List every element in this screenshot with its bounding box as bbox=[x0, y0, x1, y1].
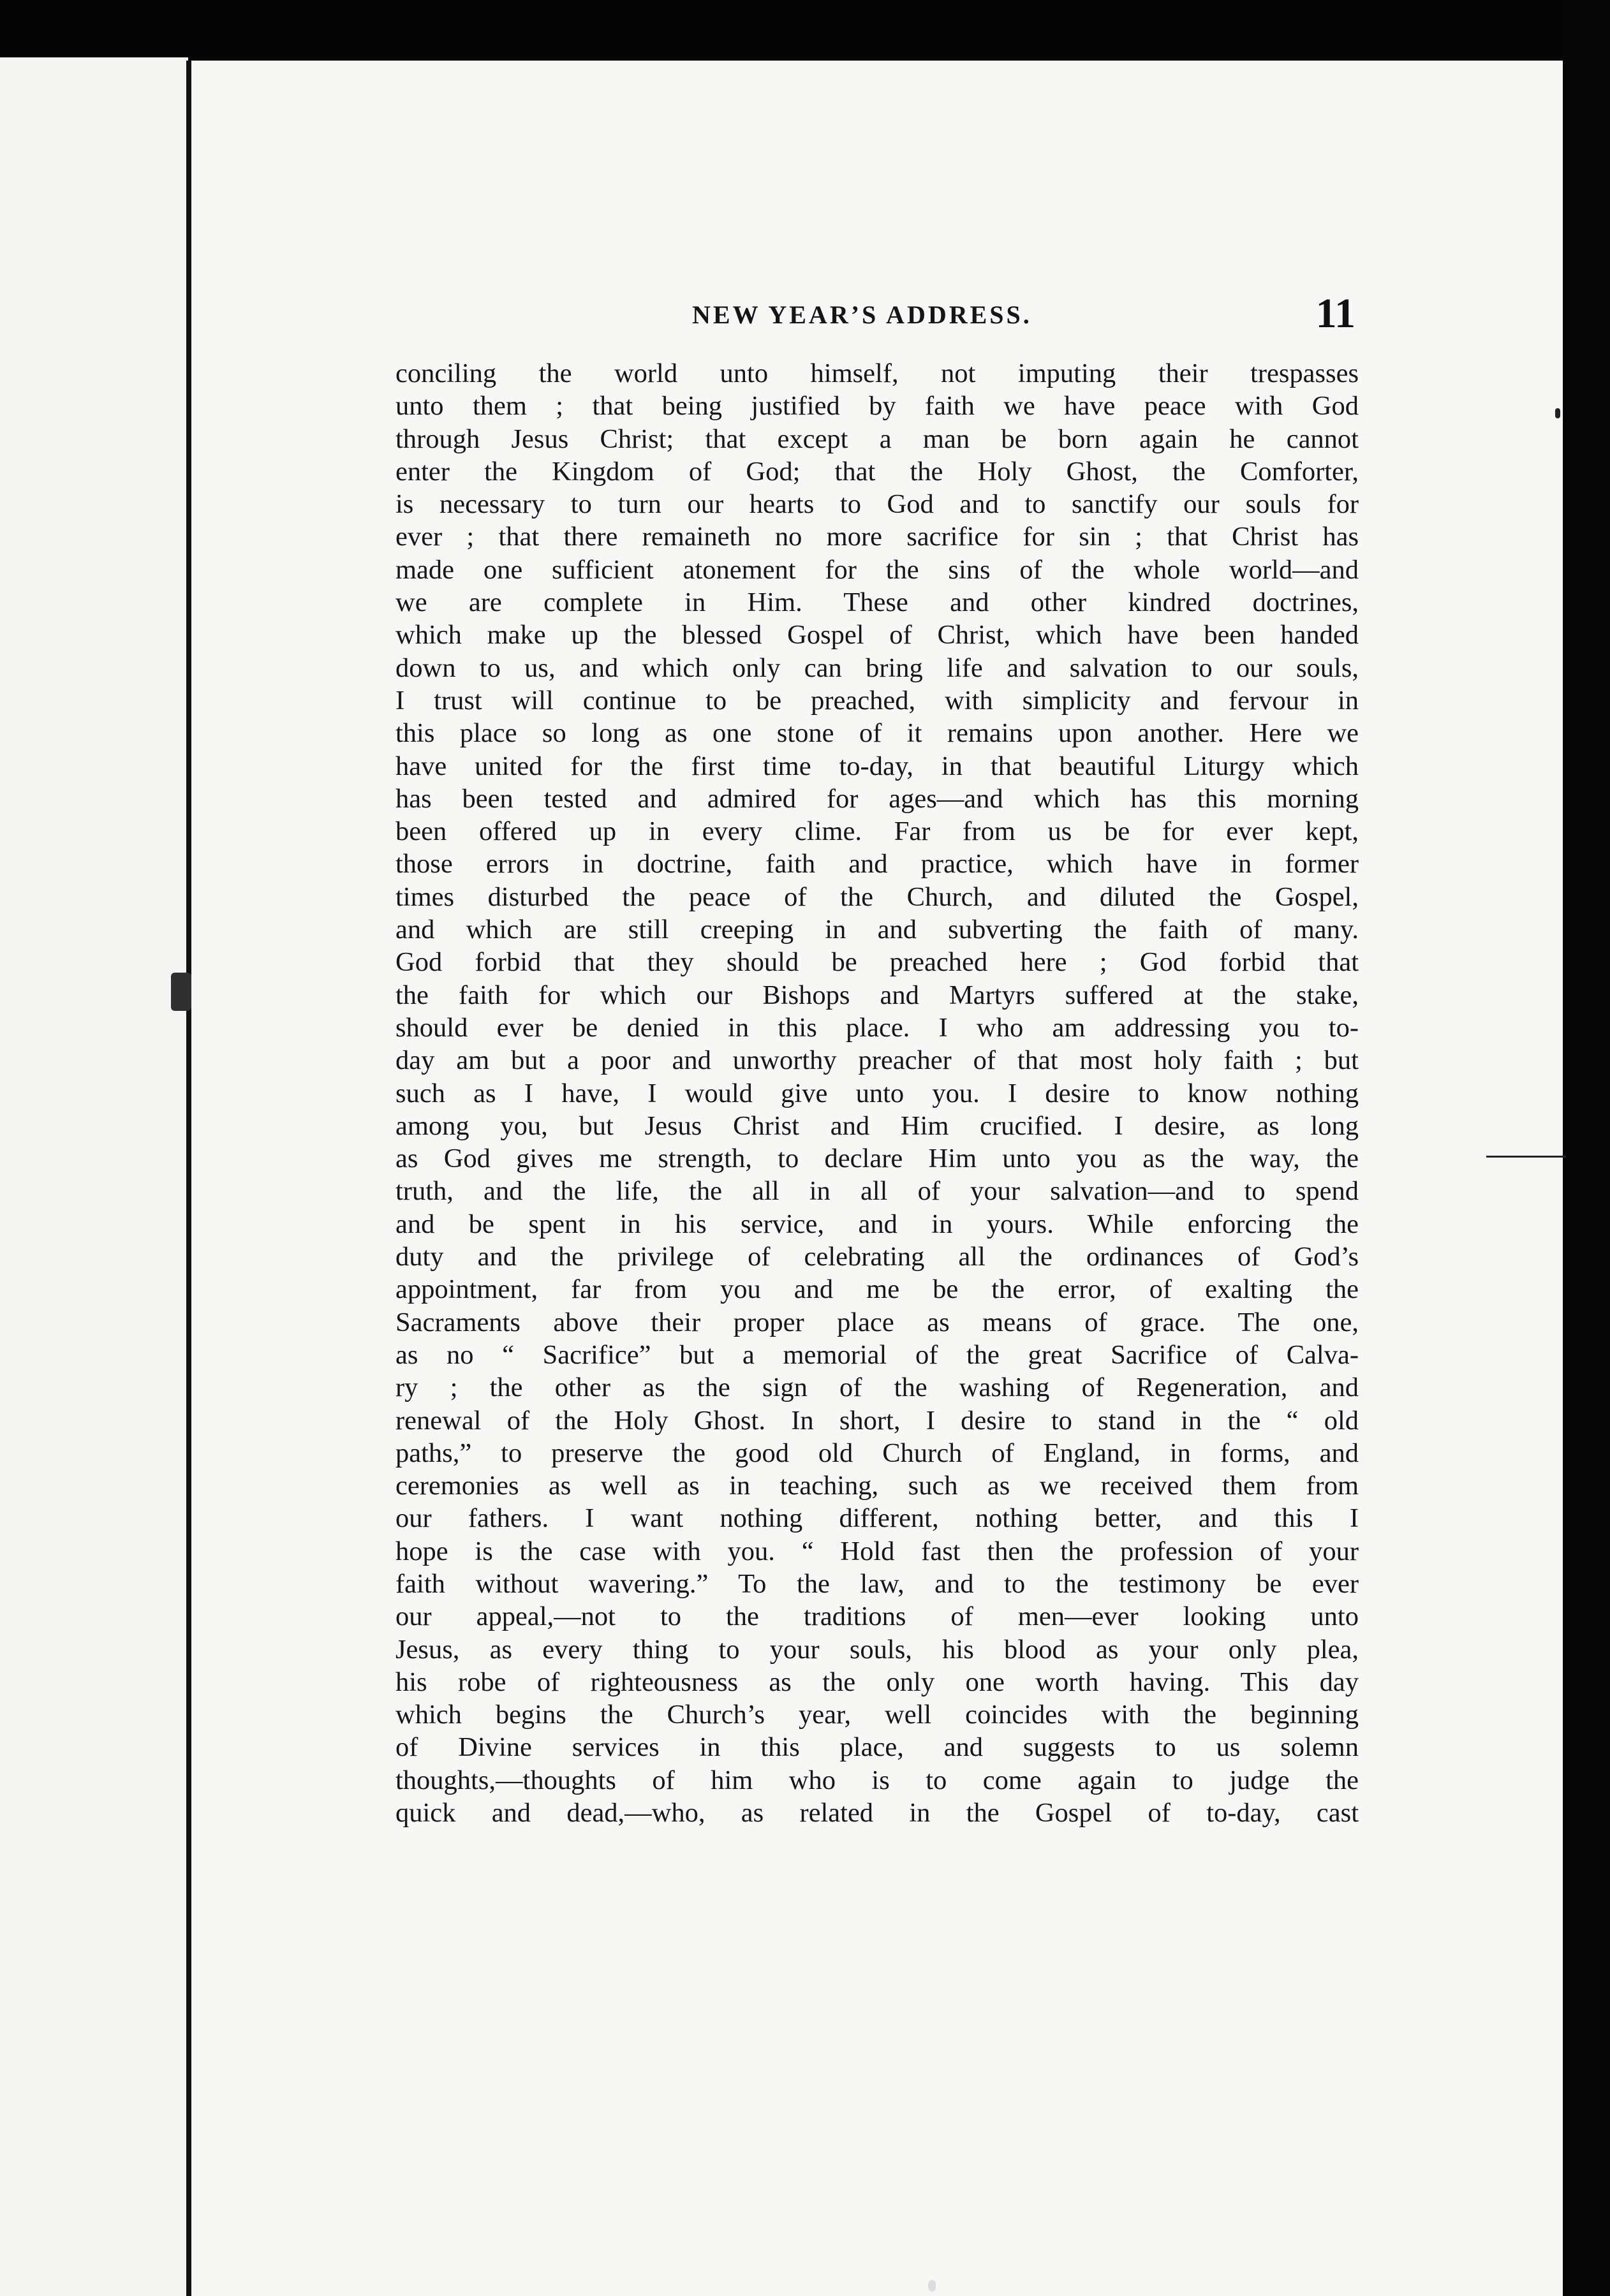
scan-right-edge bbox=[1563, 0, 1610, 2296]
text-line: made one sufficient atonement for the sins of the whole world—and bbox=[395, 554, 1359, 585]
text-line: the faith for which our Bishops and Martyrs suffered at the stake, bbox=[395, 980, 1359, 1010]
text-line: has been tested and admired for ages—and which has this morning bbox=[395, 783, 1359, 814]
text-line: through Jesus Christ; that except a man be born again he cannot bbox=[395, 423, 1359, 454]
text-line: renewal of the Holy Ghost. In short, I desire to stand in the “ old bbox=[395, 1405, 1359, 1436]
text-line: times disturbed the peace of the Church, and diluted the Gospel, bbox=[395, 881, 1359, 912]
text-line: Sacraments above their proper place as means of grace. The one, bbox=[395, 1307, 1359, 1337]
text-line: Jesus, as every thing to your souls, his blood as your only plea, bbox=[395, 1634, 1359, 1665]
running-title: NEW YEAR’S ADDRESS. bbox=[692, 300, 1032, 329]
text-line: ry ; the other as the sign of the washing of Regeneration, and bbox=[395, 1372, 1359, 1403]
text-line: should ever be denied in this place. I who am addressing you to- bbox=[395, 1012, 1359, 1043]
text-line: his robe of righteousness as the only one worth having. This day bbox=[395, 1667, 1359, 1697]
text-line: is necessary to turn our hearts to God and to sanctify our souls for bbox=[395, 489, 1359, 520]
text-line: our appeal,—not to the traditions of men—ever looking unto bbox=[395, 1601, 1359, 1632]
text-line: thoughts,—thoughts of him who is to come again to judge the bbox=[395, 1765, 1359, 1795]
page-header bbox=[692, 290, 1355, 337]
text-line: I trust will continue to be preached, with simplicity and fervour in bbox=[395, 685, 1359, 716]
page-number: 11 bbox=[1315, 290, 1355, 337]
text-line: as no “ Sacrifice” but a memorial of the great Sacrifice of Calva- bbox=[395, 1339, 1359, 1370]
previous-page-edge bbox=[0, 57, 188, 2296]
text-line: hope is the case with you. “ Hold fast then the profession of your bbox=[395, 1536, 1359, 1566]
text-line: of Divine services in this place, and suggests to us solemn bbox=[395, 1732, 1359, 1763]
text-line: have united for the first time to-day, in that beautiful Liturgy which bbox=[395, 751, 1359, 781]
text-line: ever ; that there remaineth no more sacrifice for sin ; that Christ has bbox=[395, 522, 1359, 552]
margin-dot bbox=[1555, 408, 1560, 418]
text-line: among you, but Jesus Christ and Him crucified. I desire, as long bbox=[395, 1110, 1359, 1141]
text-line: been offered up in every clime. Far from us be for ever kept, bbox=[395, 816, 1359, 847]
text-line: this place so long as one stone of it remains upon another. Here we bbox=[395, 718, 1359, 749]
text-line: which make up the blessed Gospel of Christ, which have been handed bbox=[395, 620, 1359, 651]
text-line: which begins the Church’s year, well coincides with the beginning bbox=[395, 1700, 1359, 1730]
text-line: we are complete in Him. These and other kindred doctrines, bbox=[395, 587, 1359, 618]
text-line: our fathers. I want nothing different, nothing better, and this I bbox=[395, 1503, 1359, 1534]
margin-rule-mark bbox=[1486, 1156, 1566, 1158]
text-line: day am but a poor and unworthy preacher of that most holy faith ; but bbox=[395, 1045, 1359, 1076]
text-line: and which are still creeping in and subverting the faith of many. bbox=[395, 915, 1359, 945]
text-line: as God gives me strength, to declare Him unto you as the way, the bbox=[395, 1144, 1359, 1174]
text-line: enter the Kingdom of God; that the Holy Ghost, the Comforter, bbox=[395, 456, 1359, 487]
text-line: ceremonies as well as in teaching, such as we received them from bbox=[395, 1471, 1359, 1501]
text-line: unto them ; that being justified by faith we have peace with God bbox=[395, 391, 1359, 422]
bottom-speck bbox=[928, 2280, 936, 2292]
text-line: paths,” to preserve the good old Church of England, in forms, and bbox=[395, 1438, 1359, 1468]
text-line: quick and dead,—who, as related in the Gospel of to-day, cast bbox=[395, 1798, 1359, 1829]
margin-blot bbox=[171, 973, 191, 1011]
text-line: truth, and the life, the all in all of your salvation—and to spend bbox=[395, 1176, 1359, 1207]
text-line: and be spent in his service, and in yours. While enforcing the bbox=[395, 1209, 1359, 1239]
text-line: God forbid that they should be preached here ; God forbid that bbox=[395, 947, 1359, 978]
page-gutter bbox=[186, 61, 191, 2296]
text-line: conciling the world unto himself, not imputing their trespasses bbox=[395, 358, 1359, 388]
body-text bbox=[395, 357, 1359, 1829]
text-line: down to us, and which only can bring life and salvation to our souls, bbox=[395, 652, 1359, 683]
text-line: duty and the privilege of celebrating all the ordinances of God’s bbox=[395, 1242, 1359, 1272]
text-line: such as I have, I would give unto you. I desire to know nothing bbox=[395, 1078, 1359, 1108]
text-line: those errors in doctrine, faith and practice, which have in former bbox=[395, 849, 1359, 879]
text-line: faith without wavering.” To the law, and to the testimony be ever bbox=[395, 1568, 1359, 1599]
text-line: appointment, far from you and me be the error, of exalting the bbox=[395, 1274, 1359, 1305]
